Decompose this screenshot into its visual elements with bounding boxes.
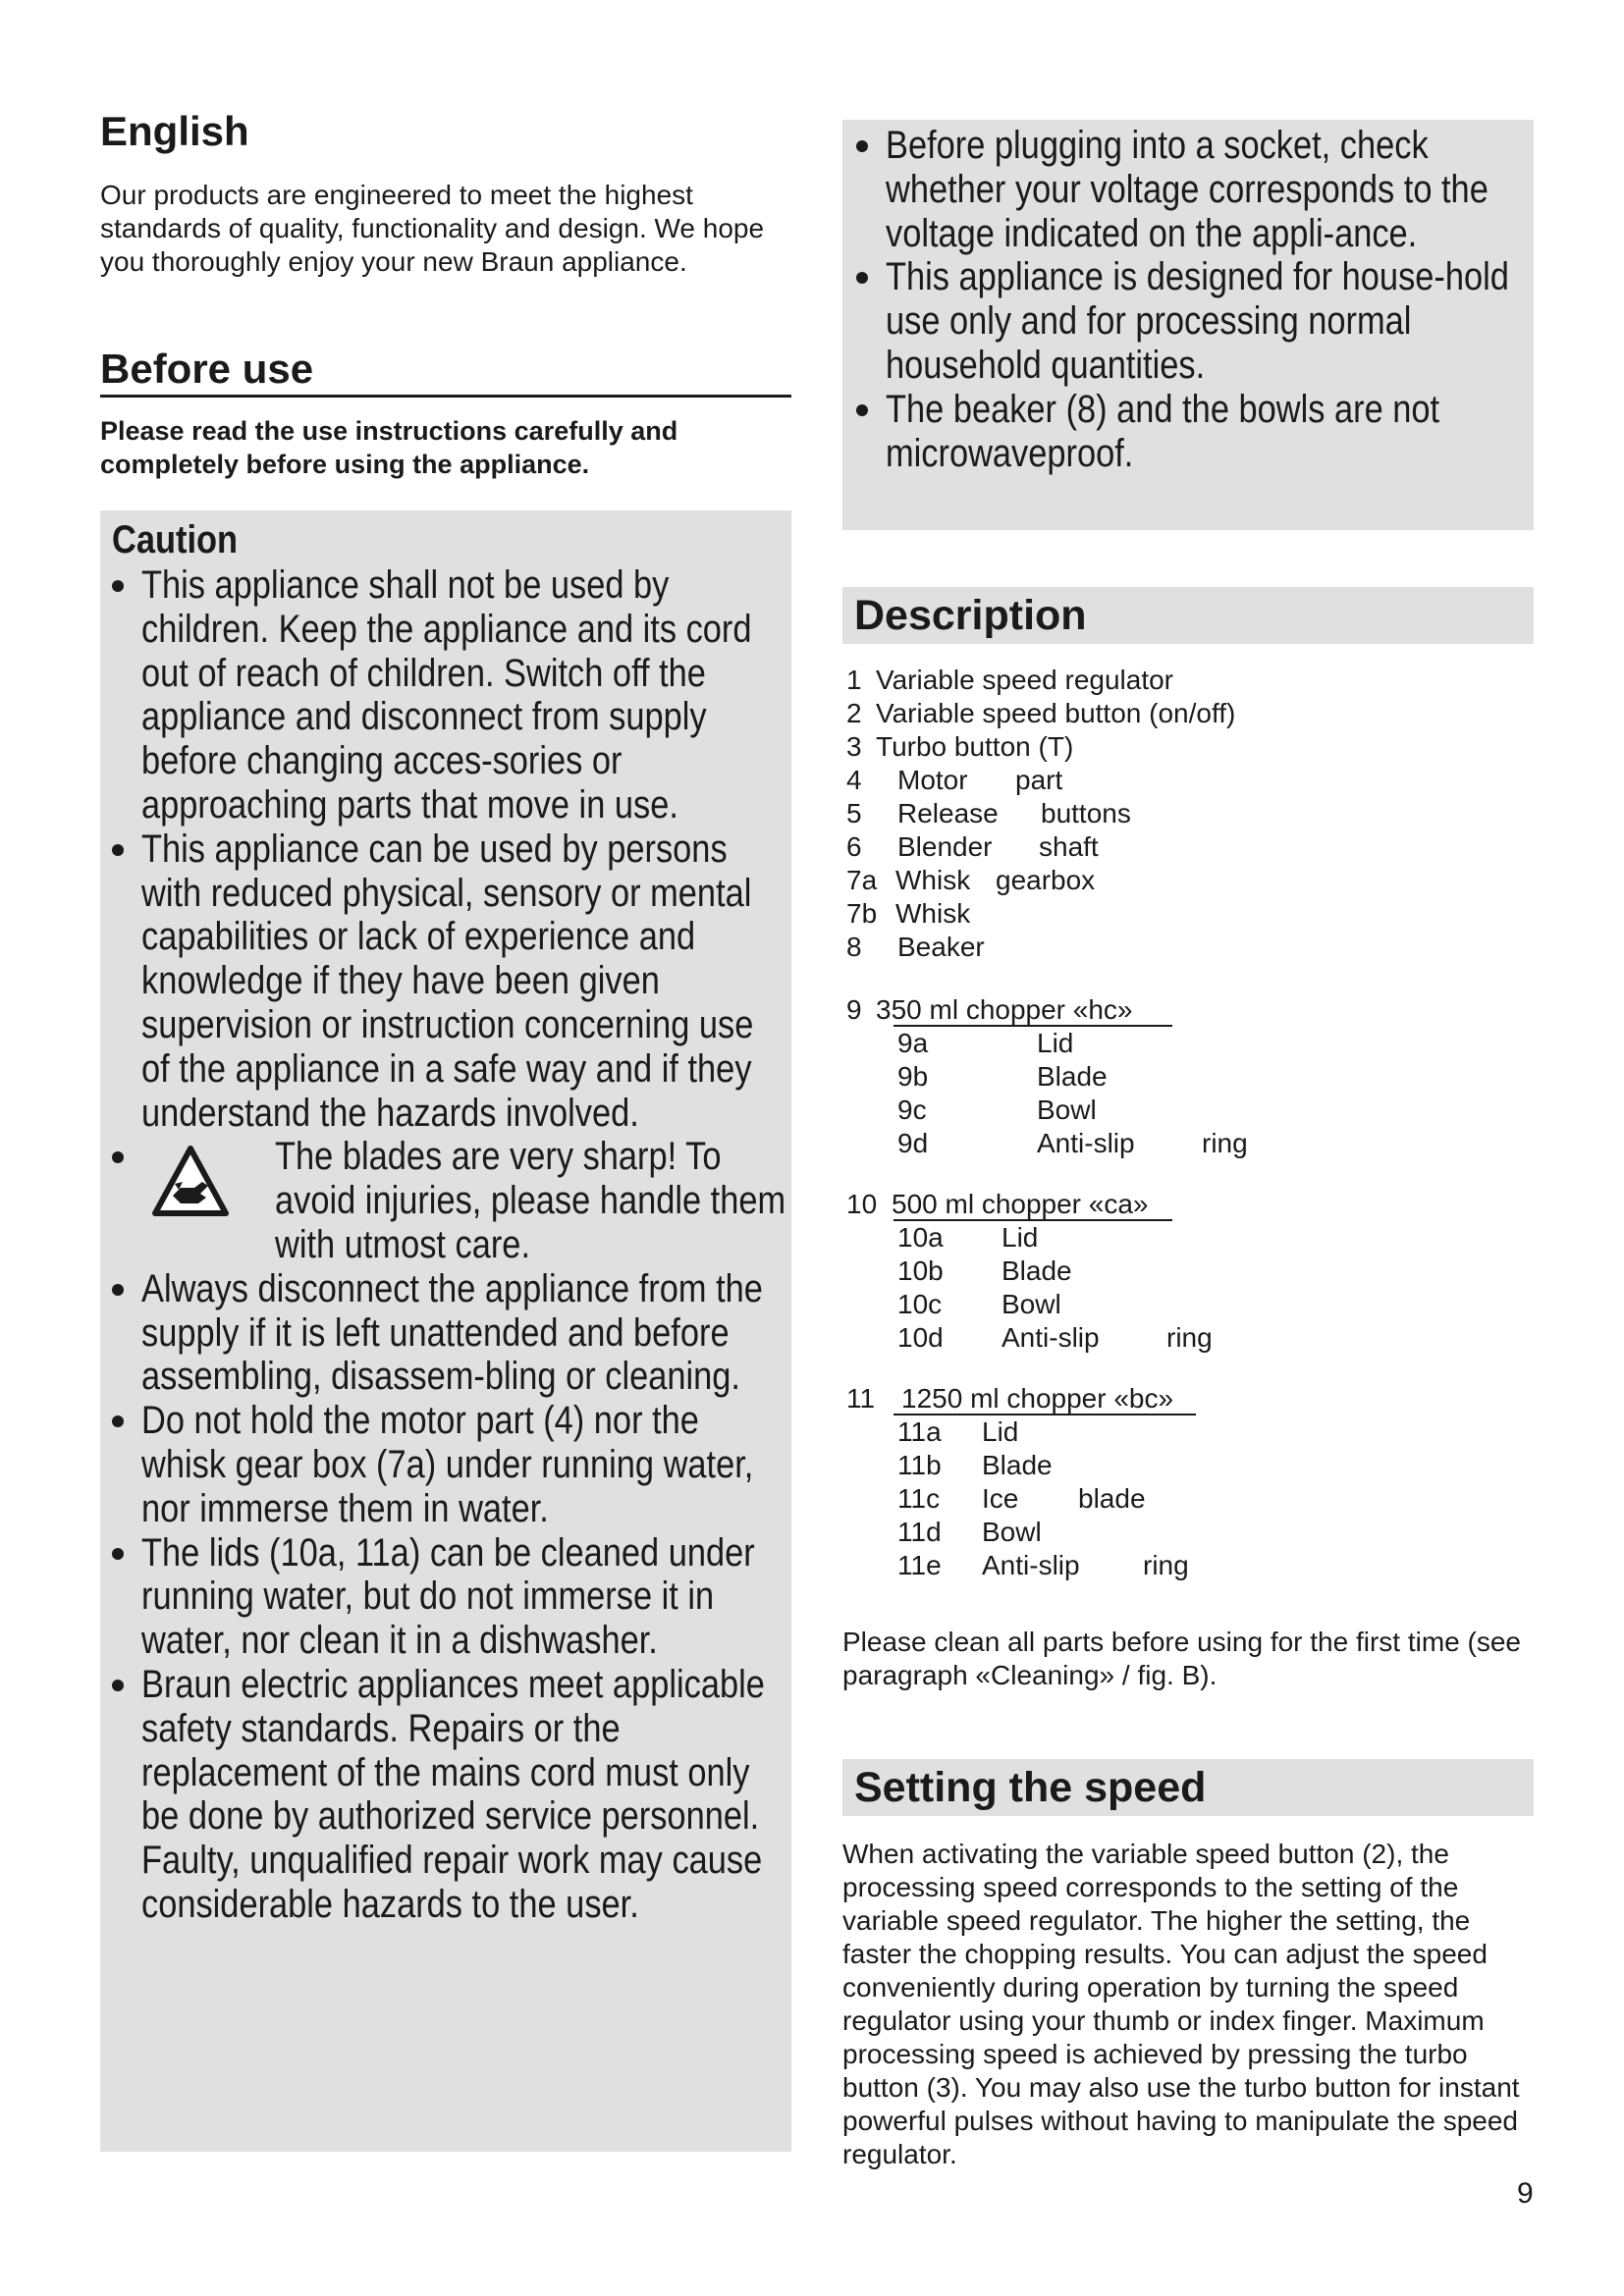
safety-item: Before plugging into a socket, check whether your voltage corresponds to the voltage indicated on the appli-ance. [856,124,1534,255]
caution-item: The blades are very sharp! To avoid injuries, please handle them with utmost care. [112,1135,791,1266]
safety-continued-list [856,124,1534,475]
chopper-underline [893,1025,1172,1027]
hand-blade-warning-icon [151,1145,230,1217]
bullet-icon [856,404,868,416]
bullet-icon [112,1680,124,1691]
caution-item: Do not hold the motor part (4) nor the whisk gear box (7a) under running water, nor immerse them in water. [112,1399,791,1530]
bullet-icon [112,1284,124,1296]
bullet-icon [112,1151,124,1163]
bullet-icon [112,1415,124,1427]
caution-item: This appliance can be used by persons with reduced physical, sensory or mental capabilities or lack of experience and knowledge if they have been given supervision or instruction concerning use of the appliance in a safe way and if they understand the hazards involved. [112,828,791,1136]
bullet-icon [856,140,868,152]
speed-text: When activating the variable speed button (2), the processing speed corresponds to the setting of the variable speed regulator. The higher the setting, the faster the chopping results. You can adjust the speed conveniently during operation by turning the speed regulator using your thumb or index finger. Maximum processing speed is achieved by pressing the turbo button (3). You may also use the turbo button for instant powerful pulses without having to manipulate the speed regulator. [842,1839,1520,2169]
before-use-note: Please read the use instructions carefully and completely before using the appliance. [100,416,678,479]
safety-item: This appliance is designed for house-hold use only and for processing normal household quantities. [856,255,1534,387]
caution-item: Braun electric appliances meet applicable safety standards. Repairs or the replacement of the mains cord must only be done by authorized service personnel. Faulty, unqualified repair work may cause considerable hazards to the user. [112,1663,791,1927]
clean-note: Please clean all parts before using for the first time (see paragraph «Cleaning» / fig. B). [842,1627,1522,1690]
caution-item: This appliance shall not be used by children. Keep the appliance and its cord out of reach of children. Switch off the appliance and disconnect from supply before changing acces-sories or approaching parts that move in use. [112,563,791,828]
page-number: 9 [1517,2177,1534,2210]
bullet-icon [856,272,868,284]
intro-text: Our products are engineered to meet the highest standards of quality, functionality and design. We hope you thoroughly enjoy your new Braun appliance. [100,180,765,277]
safety-item: The beaker (8) and the bowls are not microwaveproof. [856,388,1534,476]
language-heading: English [100,108,249,154]
bullet-icon [112,1548,124,1560]
speed-heading: Setting the speed [854,1764,1207,1811]
caution-title: Caution [112,518,239,561]
bullet-icon [112,844,124,856]
description-heading: Description [854,592,1087,639]
caution-list [112,563,791,1927]
caution-item: Always disconnect the appliance from the supply if it is left unattended and before assembling, disassem-bling or cleaning. [112,1267,791,1399]
before-use-heading: Before use [100,346,791,398]
caution-item: The lids (10a, 11a) can be cleaned under running water, but do not immerse it in water, nor clean it in a dishwasher. [112,1531,791,1663]
bullet-icon [112,580,124,592]
